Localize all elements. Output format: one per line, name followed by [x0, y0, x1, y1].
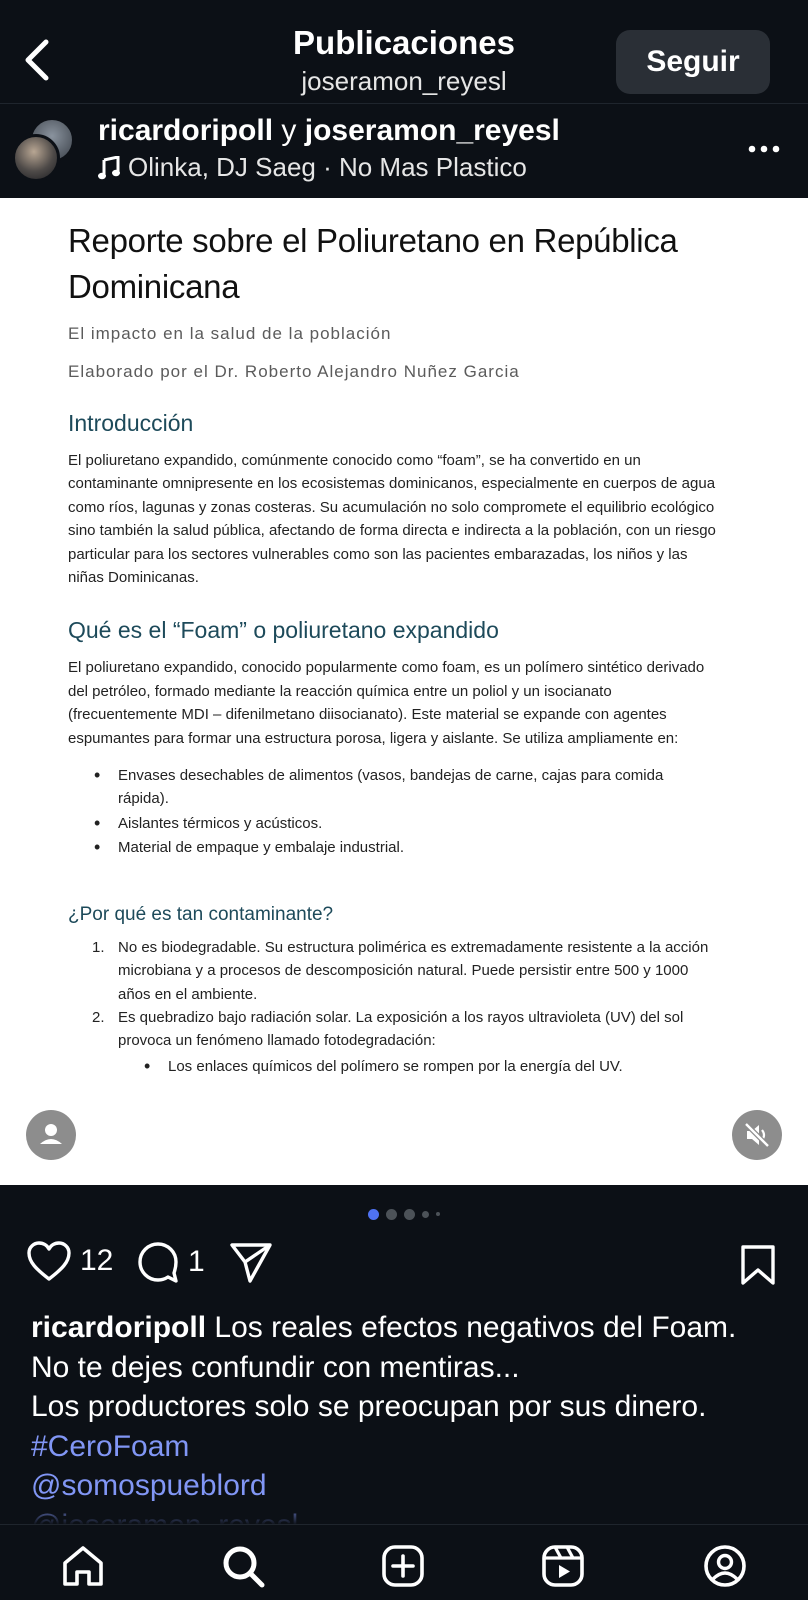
carousel-dot: [436, 1212, 440, 1216]
list-item: • Aislantes térmicos y acústicos.: [118, 812, 718, 835]
mention-link[interactable]: @somospueblord: [31, 1469, 267, 1502]
music-label: Olinka, DJ Saeg · No Mas Plastico: [128, 152, 527, 182]
sub-list: [118, 1055, 718, 1078]
list-item: • Envases desechables de alimentos (vasos, bandejas de carne, cajas para comida rápida).: [118, 764, 718, 811]
comment-count[interactable]: 1: [188, 1245, 205, 1278]
section-heading: Introducción: [68, 410, 194, 436]
mute-button[interactable]: [732, 1110, 782, 1160]
share-group: [228, 1240, 274, 1284]
list-item-text: Es quebradizo bajo radiación solar. La exposición a los rayos ultravioleta (UV) del sol provoca un fenómeno llamado fotodegradación:: [118, 1008, 684, 1050]
caption-author[interactable]: ricardoripoll: [31, 1311, 207, 1344]
section-heading: Qué es el “Foam” o poliuretano expandido: [68, 617, 499, 644]
tagged-users-button[interactable]: [26, 1110, 76, 1160]
hashtag-link[interactable]: #CeroFoam: [31, 1429, 190, 1463]
author-connector: y: [281, 114, 297, 147]
caption-text: Los reales efectos negativos del Foam.: [214, 1311, 737, 1344]
reasons-list: [68, 936, 718, 1078]
list-item: • Los enlaces químicos del polímero se rompen por la energía del UV.: [168, 1055, 718, 1078]
bottom-nav: [0, 1524, 808, 1600]
carousel-dot: [386, 1209, 397, 1220]
more-horizontal-icon[interactable]: [744, 134, 784, 164]
page-title: Publicaciones: [293, 24, 515, 61]
home-icon[interactable]: [60, 1543, 106, 1589]
comment-group: [136, 1240, 205, 1284]
follow-button[interactable]: Seguir: [616, 30, 770, 94]
speaker-muted-icon: [732, 1110, 782, 1160]
section-heading: ¿Por qué es tan contaminante?: [68, 903, 334, 925]
send-icon[interactable]: [228, 1240, 274, 1284]
list-number: 1.: [92, 938, 105, 956]
search-icon[interactable]: [220, 1543, 266, 1589]
carousel-dot: [422, 1211, 429, 1218]
reels-icon[interactable]: [540, 1543, 586, 1589]
section-paragraph: El poliuretano expandido, comúnmente conocido como “foam”, se ha convertido en un contaminante omnipresente en los ecosistemas dominicanos, especialmente en cuerpos de agua como ríos, lagunas y zonas costeras. Su acumulación no solo compromete el equilibrio ecológico sino también la salud pública, afectando de forma directa e indirecta a la población, con un riesgo particular para los sectores vulnerables como son las pacientes embarazadas, los niños y las niñas Dominicanas.: [68, 452, 716, 587]
author-link[interactable]: ricardoripoll: [98, 114, 274, 147]
list-item: [92, 936, 718, 1006]
document-content: [68, 218, 718, 1078]
list-item: • Material de empaque y embalaje industrial.: [118, 836, 718, 859]
caption-fade: [0, 1505, 808, 1525]
profile-icon[interactable]: [702, 1543, 748, 1589]
bookmark-icon[interactable]: [738, 1244, 778, 1286]
carousel-dot: [404, 1209, 415, 1220]
like-group: [26, 1240, 113, 1282]
carousel-dot-active: [368, 1209, 379, 1220]
music-note-icon: [98, 156, 120, 180]
caption-text: Los productores solo se preocupan por sus dinero.: [31, 1390, 707, 1423]
list-number: 2.: [92, 1008, 105, 1026]
document-title: Reporte sobre el Poliuretano en República Dominicana: [68, 222, 678, 305]
user-icon: [26, 1110, 76, 1160]
author-link[interactable]: joseramon_reyesl: [304, 114, 560, 147]
list-item: [92, 1006, 718, 1078]
avatar[interactable]: [12, 134, 60, 182]
caption-text: No te dejes confundir con mentiras...: [31, 1350, 520, 1384]
section-paragraph: El poliuretano expandido, conocido popularmente como foam, es un polímero sintético derivado del petróleo, formado mediante la reacción química entre un poliol y un isocianato (frecuentemente MDI – difenilmetano diisocianato). Este material se expande con agentes espumantes para formar una estructura porosa, ligera y aislante. Se utiliza ampliamente en:: [68, 659, 705, 747]
comment-icon[interactable]: [136, 1240, 180, 1284]
uses-list: [68, 764, 718, 860]
create-post-icon[interactable]: [380, 1543, 426, 1589]
list-item-text: No es biodegradable. Su estructura polimérica es extremadamente resistente a la acción microbiana y a procesos de descomposición natural. Puede persistir entre 500 y 1000 años en el ambiente.: [118, 938, 709, 1003]
music-link[interactable]: [98, 152, 527, 183]
post-authors: [98, 114, 560, 148]
document-subtitle: El impacto en la salud de la población: [68, 324, 392, 343]
document-author: Elaborado por el Dr. Roberto Alejandro Nuñez Garcia: [68, 362, 520, 381]
post-image[interactable]: [0, 198, 808, 1185]
action-bar: [0, 1240, 808, 1296]
page-subtitle[interactable]: joseramon_reyesl: [301, 66, 507, 96]
like-count[interactable]: 12: [80, 1244, 114, 1277]
post-header: [0, 104, 808, 198]
top-bar: [0, 0, 808, 104]
heart-icon[interactable]: [26, 1240, 72, 1282]
carousel-indicator: [0, 1208, 808, 1220]
